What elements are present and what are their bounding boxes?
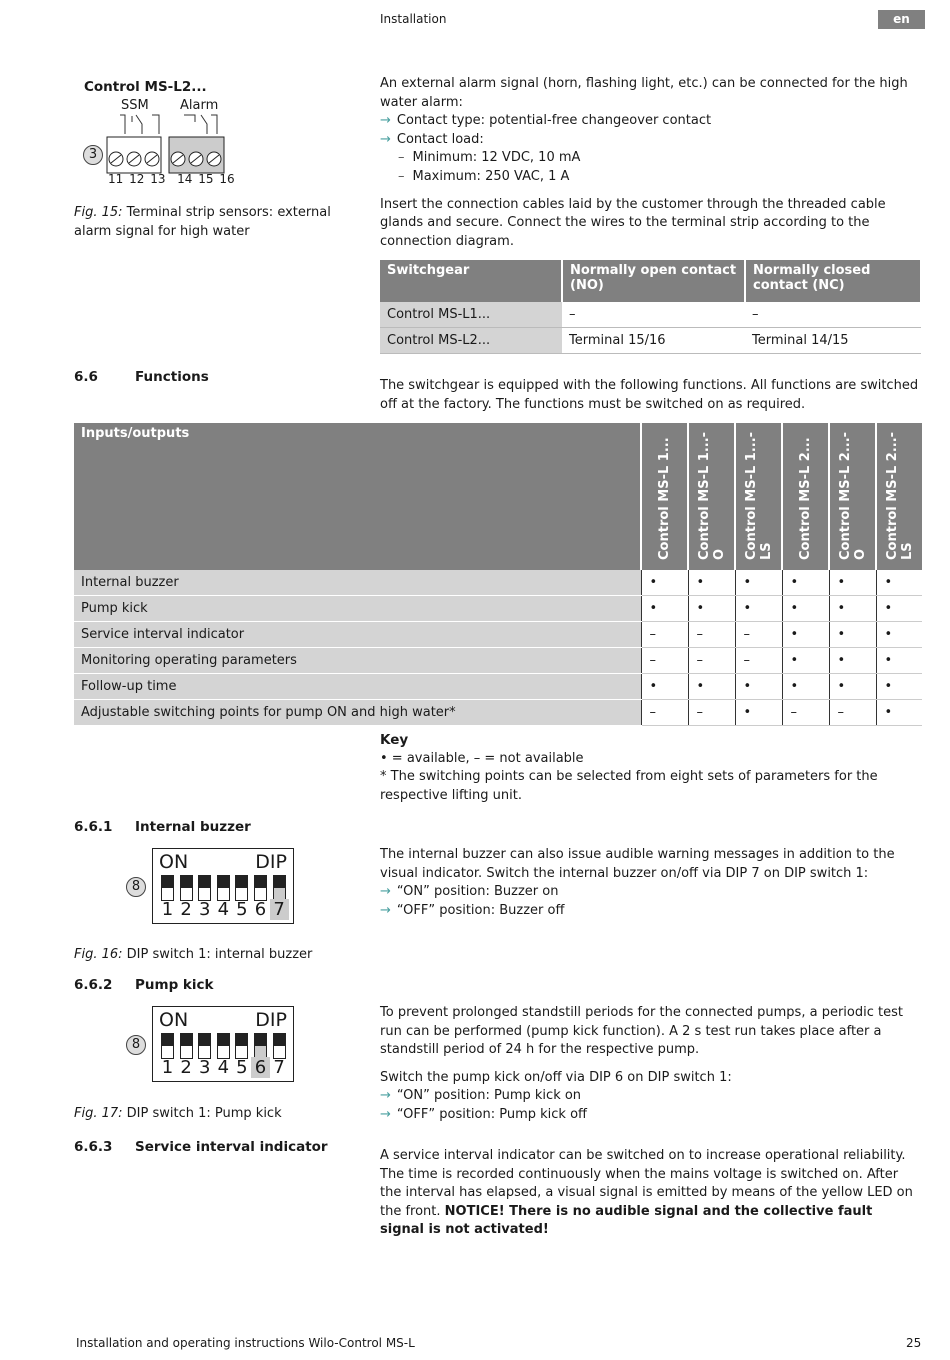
functions-table: Inputs/outputs Control MS-L 1... Control MS-L 1...-O Control MS-L 1...-LS Control MS-L 2... Control MS-L 2...-O Control MS-L 2...-LS Internal buzzer • • • • • • Pump kick • • • • • • Service interval indicator – – – • • • Monitoring operating parameters – – – • • • Follow-up time • • • • • • Adjustable switching points for pump ON and high water* – – • – – •	[74, 423, 922, 726]
marker-8: 8	[126, 1035, 146, 1055]
arrow-icon: →	[380, 113, 391, 129]
table-row: Monitoring operating parameters – – – • • •	[74, 648, 922, 674]
section-number: 6.6	[74, 369, 98, 385]
language-badge: en	[878, 10, 925, 29]
dip-toggle	[254, 875, 267, 901]
dip-switch-fig17: ON DIP 1 2 3 4 5 6 7	[152, 1006, 294, 1082]
dip-toggle	[161, 875, 174, 901]
table-row: Adjustable switching points for pump ON and high water* – – • – – •	[74, 700, 922, 726]
footer-title: Installation and operating instructions Wilo-Control MS-L	[76, 1336, 415, 1350]
dip-toggle	[217, 1033, 230, 1059]
marker-8: 8	[126, 877, 146, 897]
ssm-label: SSM	[121, 98, 149, 113]
section-title: Pump kick	[135, 977, 214, 993]
fig16-caption: Fig. 16: DIP switch 1: internal buzzer	[74, 947, 313, 962]
section-number: 6.6.3	[74, 1139, 113, 1155]
fig15-caption: Fig. 15: Terminal strip sensors: external alarm signal for high water	[74, 205, 331, 239]
section-number: 6.6.2	[74, 977, 113, 993]
table-row: Service interval indicator – – – • • •	[74, 622, 922, 648]
arrow-icon: →	[380, 131, 391, 147]
dip-toggle	[273, 875, 286, 901]
dip-toggle	[161, 1033, 174, 1059]
dip-toggle	[235, 875, 248, 901]
page-number: 25	[906, 1336, 922, 1350]
section-title: Internal buzzer	[135, 819, 251, 835]
buzzer-text: The internal buzzer can also issue audible warning messages in addition to the visual indicator. Switch the internal buzzer on/off via DIP 7 on DIP switch 1: → “ON” position: Buzzer on → “OFF” position: Buzzer off	[380, 847, 895, 918]
fig17-caption: Fig. 17: DIP switch 1: Pump kick	[74, 1106, 282, 1121]
dip-toggle	[254, 1033, 267, 1059]
dip-toggle	[217, 875, 230, 901]
dip-toggle	[273, 1033, 286, 1059]
dip-toggle	[235, 1033, 248, 1059]
dip-toggle	[180, 875, 193, 901]
table-row: Control MS-L2... Terminal 15/16 Terminal 14/15	[380, 328, 921, 354]
terminal-numbers: 11 12 13 14 15 16	[108, 172, 235, 186]
functions-text: The switchgear is equipped with the following functions. All functions are switched off at the factory. The functions must be switched on as required.	[380, 378, 919, 412]
dip-switch-fig16: ON DIP 1 2 3 4 5 6 7	[152, 848, 294, 924]
alarm-label: Alarm	[180, 98, 219, 113]
table-row: Internal buzzer • • • • • •	[74, 570, 922, 596]
section-title: Service interval indicator	[135, 1139, 328, 1155]
table-row: Follow-up time • • • • • •	[74, 674, 922, 700]
service-interval-text: A service interval indicator can be switched on to increase operational reliability. The time is recorded continuously when the mains voltage is switched on. After the interval has elapsed, a visual signal is emitted by means of the yellow LED on the front. NOTICE! There is no audible signal and the collective fault signal is not activated!	[380, 1148, 913, 1238]
contact-table: Switchgear Normally open contact (NO) Normally closed contact (NC) Control MS-L1... – – Control MS-L2... Terminal 15/16 Terminal 14/15	[380, 260, 922, 354]
dip-toggle	[198, 1033, 211, 1059]
marker-3: 3	[83, 145, 103, 165]
alarm-section: An external alarm signal (horn, flashing light, etc.) can be connected for the high water alarm: → Contact type: potential-free changeover contact → Contact load: – Minimum: 12 VDC, 10 mA – Maximum: 250 VAC, 1 A Insert the connection cables laid by the customer through the threaded cable glands and secure. Connect the wires to the terminal strip according to the connection diagram.	[380, 76, 908, 249]
section-number: 6.6.1	[74, 819, 113, 835]
pump-kick-text: To prevent prolonged standstill periods for the connected pumps, a periodic test run can be performed (pump kick function). A 2 s test run takes place after a standstill period of 24 h for the respective pump. Switch the pump kick on/off via DIP 6 on DIP switch 1: → “ON” position: Pump kick on → “OFF” position: Pump kick off	[380, 1005, 903, 1122]
section-title: Functions	[135, 369, 209, 385]
key: Key • = available, – = not available * The switching points can be selected from eight sets of parameters for the respective lifting unit.	[380, 732, 878, 803]
header-section: Installation	[380, 12, 447, 26]
dip-toggle	[180, 1033, 193, 1059]
table-row: Control MS-L1... – –	[380, 302, 921, 328]
terminal-strip-diagram	[80, 112, 230, 174]
table-row: Pump kick • • • • • •	[74, 596, 922, 622]
dip-toggle	[198, 875, 211, 901]
fig15-title: Control MS-L2...	[84, 79, 207, 95]
